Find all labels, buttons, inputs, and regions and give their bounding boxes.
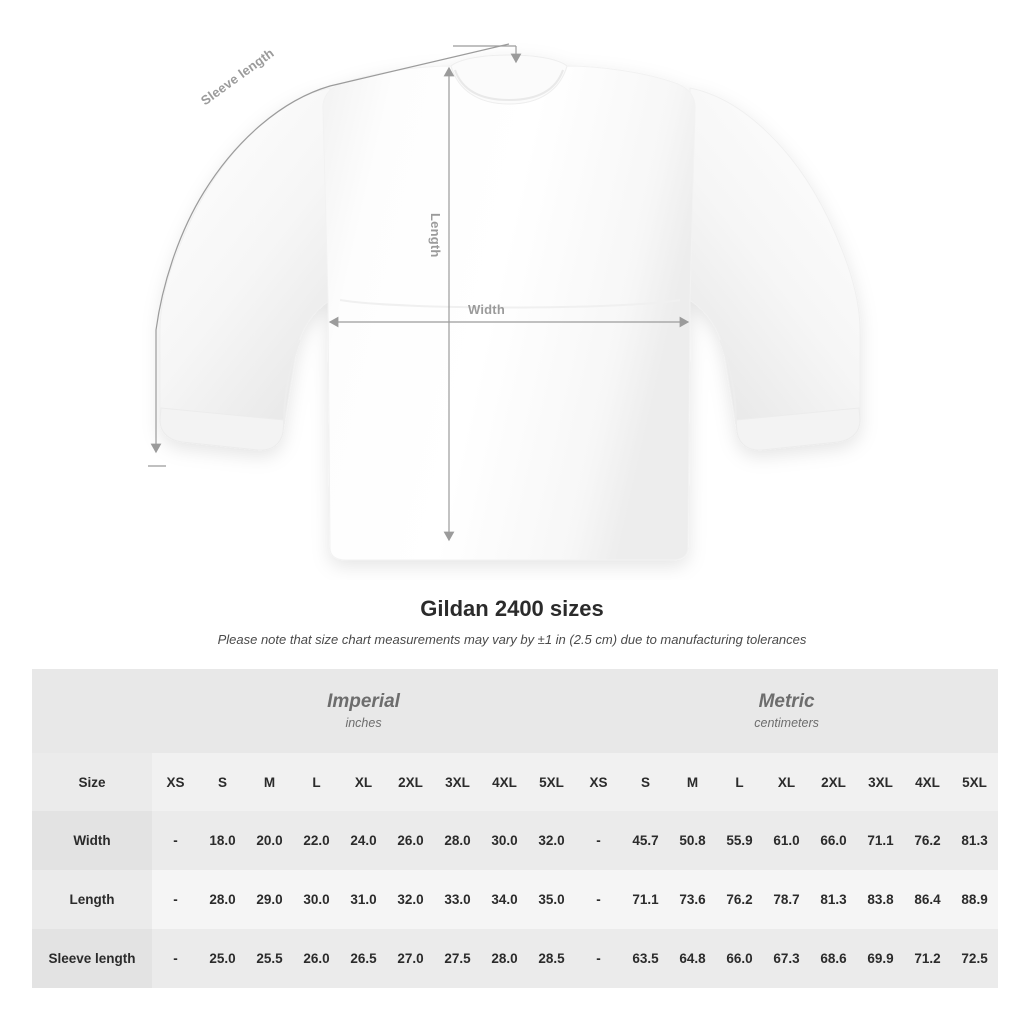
cell-sleeve-imperial-xl: 26.5 (340, 929, 387, 988)
row-label-width: Width (32, 811, 152, 870)
cell-length-imperial-3xl: 33.0 (434, 870, 481, 929)
cell-width-imperial-2xl: 26.0 (387, 811, 434, 870)
cell-width-imperial-l: 22.0 (293, 811, 340, 870)
size-header-imperial-xs: XS (152, 753, 199, 811)
row-label-length: Length (32, 870, 152, 929)
cell-width-imperial-xs: - (152, 811, 199, 870)
system-name-metric: Metric (758, 690, 815, 712)
size-header-label: Size (32, 753, 152, 811)
cell-sleeve-imperial-4xl: 28.0 (481, 929, 528, 988)
row-label-sleeve-length: Sleeve length (32, 929, 152, 988)
size-header-imperial-5xl: 5XL (528, 753, 575, 811)
cell-length-metric-l: 76.2 (716, 870, 763, 929)
size-chart-table-wrapper (32, 669, 992, 988)
cell-length-imperial-xl: 31.0 (340, 870, 387, 929)
system-header-metric (575, 669, 998, 753)
cell-width-metric-m: 50.8 (669, 811, 716, 870)
cell-sleeve-imperial-3xl: 27.5 (434, 929, 481, 988)
length-label: Length (428, 213, 443, 258)
cell-width-imperial-3xl: 28.0 (434, 811, 481, 870)
cell-length-metric-2xl: 81.3 (810, 870, 857, 929)
size-header-imperial-xl: XL (340, 753, 387, 811)
size-header-metric-m: M (669, 753, 716, 811)
system-name-imperial: Imperial (327, 690, 400, 712)
size-chart-table (32, 669, 998, 988)
shirt-body-shape (160, 55, 860, 560)
size-header-imperial-3xl: 3XL (434, 753, 481, 811)
table-size-header-row (32, 753, 998, 811)
system-unit-metric: centimeters (754, 715, 819, 730)
cell-sleeve-metric-4xl: 71.2 (904, 929, 951, 988)
size-header-metric-4xl: 4XL (904, 753, 951, 811)
cell-width-imperial-4xl: 30.0 (481, 811, 528, 870)
cell-sleeve-imperial-m: 25.5 (246, 929, 293, 988)
cell-length-metric-4xl: 86.4 (904, 870, 951, 929)
cell-width-metric-l: 55.9 (716, 811, 763, 870)
table-row (32, 870, 998, 929)
cell-sleeve-metric-3xl: 69.9 (857, 929, 904, 988)
cell-length-imperial-m: 29.0 (246, 870, 293, 929)
cell-width-metric-4xl: 76.2 (904, 811, 951, 870)
system-unit-imperial: inches (345, 715, 382, 730)
cell-length-metric-3xl: 83.8 (857, 870, 904, 929)
cell-length-metric-xl: 78.7 (763, 870, 810, 929)
table-system-header-row (32, 669, 998, 753)
size-header-metric-l: L (716, 753, 763, 811)
size-header-metric-5xl: 5XL (951, 753, 998, 811)
size-header-metric-xl: XL (763, 753, 810, 811)
size-header-metric-3xl: 3XL (857, 753, 904, 811)
cell-sleeve-imperial-l: 26.0 (293, 929, 340, 988)
cell-length-imperial-2xl: 32.0 (387, 870, 434, 929)
cell-width-metric-5xl: 81.3 (951, 811, 998, 870)
cell-sleeve-metric-xl: 67.3 (763, 929, 810, 988)
cell-width-metric-xs: - (575, 811, 622, 870)
cell-width-metric-2xl: 66.0 (810, 811, 857, 870)
cell-length-imperial-5xl: 35.0 (528, 870, 575, 929)
cell-width-metric-s: 45.7 (622, 811, 669, 870)
cell-width-metric-3xl: 71.1 (857, 811, 904, 870)
cell-sleeve-imperial-s: 25.0 (199, 929, 246, 988)
tolerance-note: Please note that size chart measurements may vary by ±1 in (2.5 cm) due to manufacturing tolerances (217, 632, 807, 647)
cell-length-imperial-4xl: 34.0 (481, 870, 528, 929)
cell-sleeve-metric-2xl: 68.6 (810, 929, 857, 988)
sleeve-length-label: Sleeve length (198, 45, 277, 109)
size-header-imperial-m: M (246, 753, 293, 811)
width-label: Width (468, 302, 505, 317)
cell-sleeve-metric-s: 63.5 (622, 929, 669, 988)
size-header-imperial-4xl: 4XL (481, 753, 528, 811)
size-header-metric-xs: XS (575, 753, 622, 811)
cell-width-imperial-s: 18.0 (199, 811, 246, 870)
cell-length-imperial-xs: - (152, 870, 199, 929)
cell-width-metric-xl: 61.0 (763, 811, 810, 870)
cell-sleeve-metric-5xl: 72.5 (951, 929, 998, 988)
cell-width-imperial-m: 20.0 (246, 811, 293, 870)
table-row (32, 811, 998, 870)
cell-sleeve-metric-m: 64.8 (669, 929, 716, 988)
cell-sleeve-imperial-2xl: 27.0 (387, 929, 434, 988)
cell-length-metric-xs: - (575, 870, 622, 929)
system-header-imperial (152, 669, 575, 753)
cell-length-metric-m: 73.6 (669, 870, 716, 929)
size-header-imperial-2xl: 2XL (387, 753, 434, 811)
size-header-metric-2xl: 2XL (810, 753, 857, 811)
cell-length-imperial-s: 28.0 (199, 870, 246, 929)
cell-length-imperial-l: 30.0 (293, 870, 340, 929)
size-header-metric-s: S (622, 753, 669, 811)
cell-length-metric-5xl: 88.9 (951, 870, 998, 929)
system-header-spacer (32, 669, 152, 753)
cell-sleeve-metric-xs: - (575, 929, 622, 988)
page-title: Gildan 2400 sizes (420, 596, 604, 621)
cell-sleeve-metric-l: 66.0 (716, 929, 763, 988)
cell-width-imperial-5xl: 32.0 (528, 811, 575, 870)
cell-sleeve-imperial-5xl: 28.5 (528, 929, 575, 988)
size-header-imperial-l: L (293, 753, 340, 811)
size-header-imperial-s: S (199, 753, 246, 811)
cell-sleeve-imperial-xs: - (152, 929, 199, 988)
cell-width-imperial-xl: 24.0 (340, 811, 387, 870)
cell-length-metric-s: 71.1 (622, 870, 669, 929)
table-row (32, 929, 998, 988)
